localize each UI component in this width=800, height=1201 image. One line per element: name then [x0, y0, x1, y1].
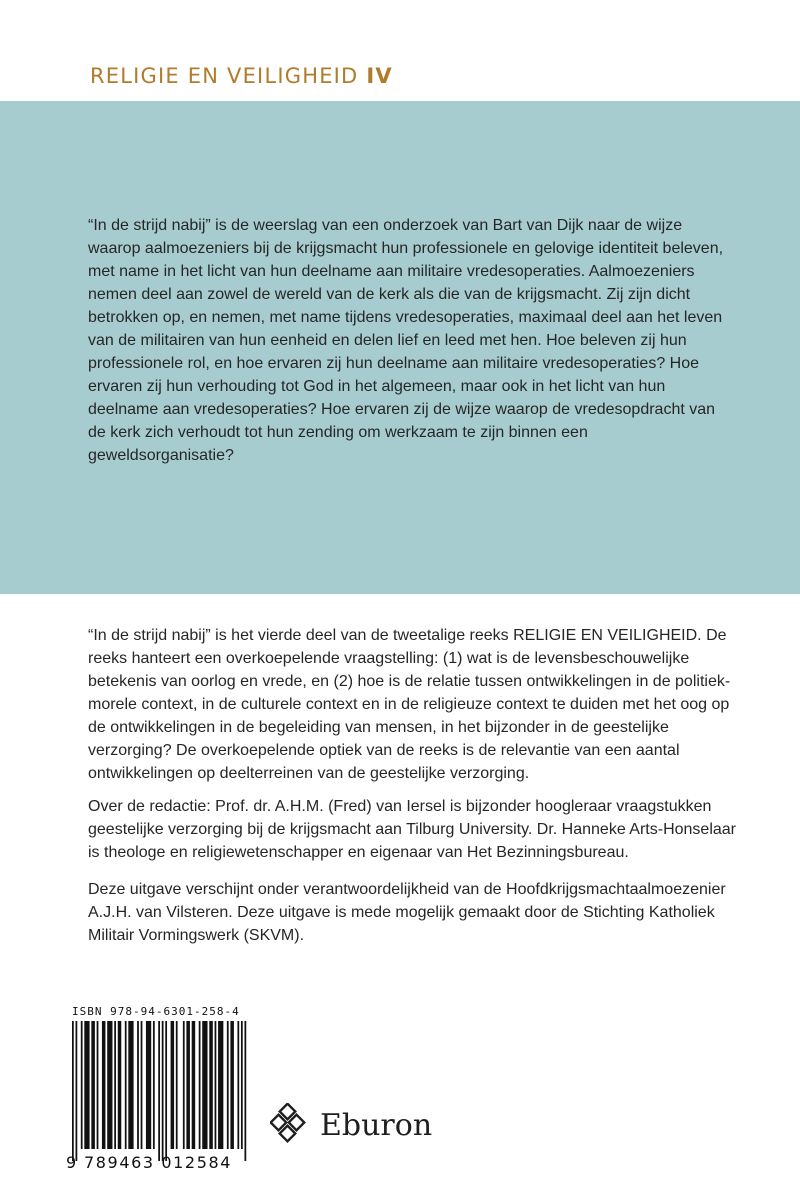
series-name: RELIGIE EN VEILIGHEID [90, 64, 359, 88]
ean-digits: 789463 012584 [84, 1153, 233, 1172]
barcode-bar [230, 1021, 234, 1149]
barcode-bar [237, 1021, 239, 1149]
barcode-bar [141, 1021, 143, 1149]
editors-paragraph: Over de redactie: Prof. dr. A.H.M. (Fred) van Iersel is bijzonder hoogleraar vraagstukken geestelijke verzorging bij de krijgsmacht aan Tilburg University. Dr. Hanneke Arts-Honselaar is theologe en religiewetenschapper en eigenaar van Het Bezinningsbureau. [88, 798, 736, 861]
barcode-bar [158, 1021, 160, 1161]
barcode-bar [81, 1021, 83, 1149]
barcode-bar [165, 1021, 167, 1161]
barcode-bar [215, 1021, 217, 1149]
barcode-bar [192, 1021, 196, 1149]
barcode-bar [91, 1021, 95, 1149]
barcode-bar [218, 1021, 223, 1149]
barcode-bar [84, 1021, 89, 1149]
eburon-diamond-logo-icon [270, 1103, 314, 1147]
series-volume: IV [366, 64, 393, 88]
barcode-bar [202, 1021, 207, 1149]
barcode-bar [114, 1021, 116, 1149]
barcode-bar [137, 1021, 139, 1149]
blurb-text: “In de strijd nabij” is de weerslag van een onderzoek van Bart van Dijk naar de wijze waarop aalmoezeniers bij de krijgsmacht hun professionele en gelovige identiteit beleven, met name in het licht van hun deelname aan militaire vredesoperaties. Aalmoezeniers nemen deel aan zowel de wereld van de kerk als die van de krijgsmacht. Zij zijn dicht betrokken op, en nemen, met name tijdens vredesoperaties, maximaal deel aan het leven van de militairen van hun eenheid en delen lief en leed met hen. Hoe beleven zij hun professionele rol, en hoe ervaren zij hun deelname aan militaire vredesoperaties? Hoe ervaren zij hun verhouding tot God in het algemeen, maar ook in het licht van hun deelname aan vredesoperaties? Hoe ervaren zij de wijze waarop de vredesopdracht van de kerk zich verhoudt tot hun zending om werkzaam te zijn binnen een geweldsorganisatie? [88, 217, 724, 464]
barcode-bar [102, 1021, 106, 1149]
ean-first-digit: 9 [66, 1153, 77, 1172]
barcode-bar [162, 1021, 164, 1161]
barcode-bar [209, 1021, 213, 1149]
isbn-label: ISBN 978-94-6301-258-4 [72, 1005, 240, 1018]
publisher-logo [270, 1095, 432, 1155]
barcode-bar [199, 1021, 201, 1149]
barcode-bar [146, 1021, 151, 1149]
barcode-bar [183, 1021, 185, 1149]
barcode-bar [186, 1021, 190, 1149]
series-info-paragraph: “In de strijd nabij” is het vierde deel van de tweetalige reeks RELIGIE EN VEILIGHEID. De reeks hanteert een overkoepelende vraagstelling: (1) wat is de levensbeschouwelijke betekenis van oorlog en vrede, en (2) hoe is de relatie tussen ontwikkelingen in de politiek-morele context, in de culturele context en in de religieuze context te duiden met het oog op de ontwikkelingen in de begeleiding van mensen, in het bijzonder in de geestelijke verzorging? De overkoepelende optiek van de reeks is de relevantie van een aantal ontwikkelingen op deelterreinen van de geestelijke verzorging. [88, 627, 731, 782]
barcode-bar [153, 1021, 155, 1149]
barcode-bar [118, 1021, 122, 1149]
barcode-bar [97, 1021, 99, 1149]
barcode-bars [72, 1021, 248, 1161]
barcode-bar [76, 1021, 78, 1161]
series-title [90, 64, 393, 88]
barcode-bar [128, 1021, 133, 1149]
barcode-bar [244, 1021, 246, 1161]
publication-paragraph: Deze uitgave verschijnt onder verantwoordelijkheid van de Hoofdkrijgsmachtaalmoezenier A.J.H. van Vilsteren. Deze uitgave is mede mogelijk gemaakt door de Stichting Katholiek Militair Vormingswerk (SKVM). [88, 881, 726, 944]
barcode-bar [227, 1021, 229, 1149]
isbn-barcode [66, 1005, 251, 1175]
barcode-bar [107, 1021, 112, 1149]
publisher-name: Eburon [320, 1107, 433, 1143]
barcode-bar [125, 1021, 127, 1149]
barcode-bar [72, 1021, 74, 1161]
barcode-bar [241, 1021, 243, 1149]
barcode-bar [176, 1021, 178, 1149]
barcode-bar [171, 1021, 175, 1149]
